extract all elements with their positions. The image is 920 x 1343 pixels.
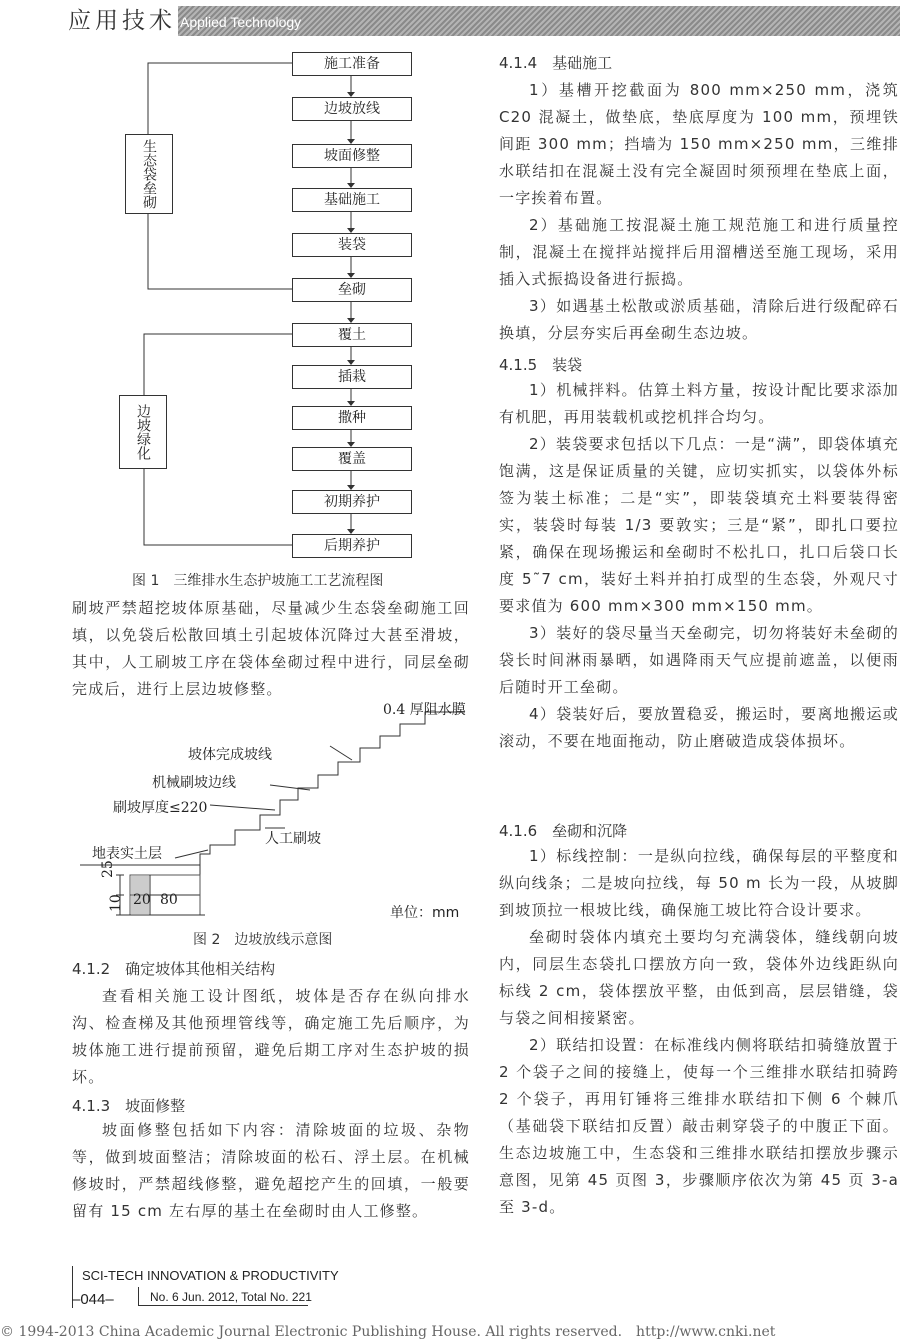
label-finish-line: 坡体完成坡线	[188, 747, 272, 763]
flow-group-greening: 边坡绿化	[119, 395, 167, 469]
label-membrane: 0.4 厚阻水膜	[383, 702, 466, 718]
dim-20: 20	[133, 892, 151, 908]
right-section-415-body: 1）机械拌料。估算土料方量，按设计配比要求添加有机肥，再用装载机或挖机拌合均匀。 2）装袋要求包括以下几点：一是“满”，即袋体填充饱满，这是保证质量的关键，应切实抓实，以袋体外标签为装土标准；二是“实”，即装袋填充土料要装得密实，装袋时每装 1/3 要敦实；三是“紧”，即扎口要拉紧，确保在现场搬运和垒砌时不松扎口，扎口后袋口长度 5˜7 cm，装好土料并拍打成型的生态袋，外观尺寸要求值为 600 mm×300 mm×150 mm。 3）装好的袋尽量当天垒砌完，切勿将装好未垒砌的袋长时间淋雨暴晒，如遇降雨天气应提前遮盖，以便雨后随时开工垒砌。 4）袋装好后，要放置稳妥，搬运时，要离地搬运或滚动，不要在地面拖动，防止磨破造成袋体损坏。	[499, 381, 899, 750]
label-manual: 人工刷坡	[265, 831, 321, 847]
right-section-416-body: 1）标线控制：一是纵向拉线，确保每层的平整度和纵向线条；二是坡向拉线，每 50 m 长为一段，从坡脚到坡顶拉一根坡比线，确保施工坡比符合设计要求。 垒砌时袋体内填充土要均匀充满袋体，缝线朝向坡内，同层生态袋扎口摆放方向一致，袋体外边线距纵向标线 2 cm，袋体摆放平整，由低到高，层层错缝，袋与袋之间相接紧密。 2）联结扣设置：在标准线内侧将联结扣骑缝放置于 2 个袋子之间的接缝上，使每一个三维排水联结扣骑跨 2 个袋子，再用钉锤将三维排水联结扣下侧 6 个棘爪（基础袋下联结扣反置）敲击刺穿袋子的中腹正下面。生态边坡施工中，生态袋和三维排水联结扣摆放步骤示意图，见第 45 页图 3，步骤顺序依次为第 45 页 3-a 至 3-d。	[499, 847, 899, 1216]
right-section-414-body: 1）基槽开挖截面为 800 mm×250 mm，浇筑 C20 混凝土，做垫底，垫底厚度为 100 mm，预埋铁间距 300 mm；挡墙为 150 mm×250 mm，三维排水联结扣在混凝土没有完全凝固时须预埋在垫底上面，一字挨着布置。 2）基础施工按混凝土施工规范施工和进行质量控制，混凝土在搅拌站搅拌后用溜槽送至施工现场，采用插入式振捣设备进行振捣。 3）如遇基土松散或淤质基础，清除后进行级配碎石换填，分层夯实后再垒砌生态边坡。	[499, 81, 899, 342]
flow-step-5: 装袋	[292, 233, 412, 257]
label-machine-line: 机械刷坡边线	[152, 775, 236, 791]
header-title-en: Applied Technology	[180, 14, 302, 30]
flow-step-4: 基础施工	[292, 188, 412, 212]
footer-page-number: –044–	[72, 1291, 114, 1308]
left-paragraph-continued: 刷坡严禁超挖坡体原基础，尽量减少生态袋垒砌施工回填，以免袋后松散回填土引起坡体沉降过大甚至滑坡，其中，人工刷坡工序在袋体垒砌过程中进行，同层垒砌完成后，进行上层边坡修整。	[72, 599, 470, 698]
section-4-1-5: 4.1.5 装袋	[499, 356, 583, 374]
copyright-line: © 1994-2013 China Academic Journal Electronic Publishing House. All rights reserved. http://www.cnki.net	[0, 1324, 776, 1340]
figure2-caption: 图 2 边坡放线示意图	[193, 932, 333, 948]
flow-step-10: 覆盖	[292, 447, 412, 471]
left-paragraph-413: 坡面修整包括如下内容：清除坡面的垃圾、杂物等，做到坡面整洁；清除坡面的松石、浮土层。在机械修坡时，严禁超线修整，避免超挖产生的回填，一般要留有 15 cm 左右厚的基土在垒砌时由人工修整。	[72, 1121, 470, 1220]
section-4-1-6: 4.1.6 垒砌和沉降	[499, 822, 628, 840]
footer-journal-name: SCI-TECH INNOVATION & PRODUCTIVITY	[82, 1268, 339, 1283]
section-4-1-3: 4.1.3 坡面修整	[72, 1097, 186, 1115]
flow-step-1: 施工准备	[292, 52, 412, 76]
flow-step-8: 插栽	[292, 365, 412, 389]
flow-step-11: 初期养护	[292, 490, 412, 514]
flow-step-9: 撒种	[292, 406, 412, 430]
footer-issue-info: No. 6 Jun. 2012, Total No. 221	[150, 1290, 312, 1304]
flow-step-7: 覆土	[292, 323, 412, 347]
left-paragraph-412: 查看相关施工设计图纸，坡体是否存在纵向排水沟、检查梯及其他预埋管线等，确定施工先后顺序，为坡体施工进行提前预留，避免后期工序对生态护坡的损坏。	[72, 987, 470, 1086]
section-4-1-4: 4.1.4 基础施工	[499, 54, 613, 72]
dim-80: 80	[160, 892, 178, 908]
flow-group-ecobag: 生态袋垒砌	[125, 134, 173, 214]
flow-step-12: 后期养护	[292, 534, 412, 558]
label-thickness: 刷坡厚度≤220	[113, 800, 208, 816]
section-4-1-2: 4.1.2 确定坡体其他相关结构	[72, 960, 276, 978]
label-ground: 地表实土层	[92, 846, 162, 862]
flow-step-6: 垒砌	[292, 278, 412, 302]
flow-step-3: 坡面修整	[292, 144, 412, 168]
header-title-cn: 应用技术	[68, 8, 176, 34]
footer-divider	[138, 1287, 139, 1305]
dim-10: 10	[108, 894, 124, 912]
figure1-caption: 图 1 三维排水生态护坡施工工艺流程图	[132, 573, 384, 589]
flow-step-2: 边坡放线	[292, 97, 412, 121]
dim-25: 25	[100, 860, 116, 878]
unit-label: 单位：mm	[390, 905, 460, 921]
footer-rule-horizontal	[138, 1305, 308, 1306]
